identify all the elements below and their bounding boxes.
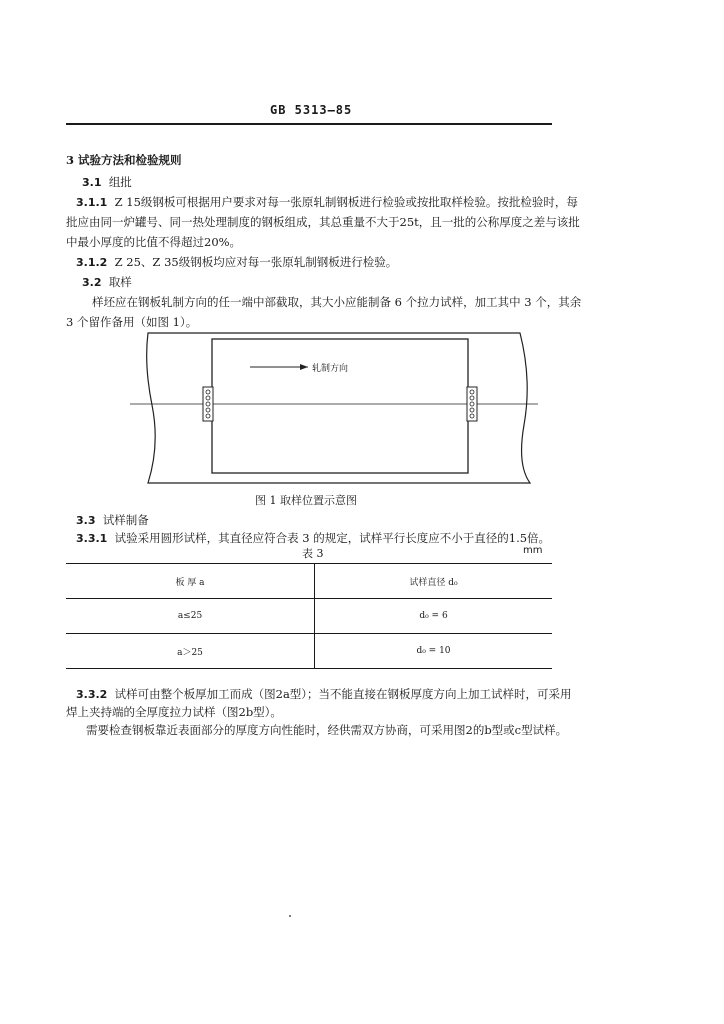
header-rule	[66, 123, 552, 125]
scan-speck	[289, 915, 291, 917]
left-specimen-group	[203, 387, 213, 421]
paragraph-text: 试样可由整个板厚加工而成（图2a型）；当不能直接在钢板厚度方向上加工试样时，可采用	[114, 687, 572, 701]
clause-number: 3.1.1	[76, 196, 108, 209]
subsection-number: 3.2	[82, 276, 102, 289]
subsection-title: 试样制备	[102, 513, 149, 527]
arrowhead	[300, 364, 308, 370]
subsection-number: 3.1	[82, 176, 102, 189]
paragraph-3-3-2-line3: 需要检查钢板靠近表面部分的厚度方向性能时，经供需双方协商，可采用图2的b型或c型试样。	[86, 723, 568, 737]
paragraph-text: 试验采用圆形试样，其直径应符合表 3 的规定，试样平行长度应不小于直径的1.5倍。	[114, 531, 551, 545]
table-cell-thickness: a＞25	[66, 634, 315, 669]
paragraph-text: Z 15级钢板可根据用户要求对每一张原轧制钢板进行检验或按批取样检验。按批检验时，每	[114, 195, 578, 209]
figure-sampling-position	[120, 325, 550, 490]
document-header-code: GB 5313—85	[270, 103, 353, 117]
clause-number: 3.3.1	[76, 532, 108, 545]
sample-blank-rectangle	[212, 339, 468, 473]
table-row	[66, 599, 552, 634]
rolling-direction-label: 轧制方向	[312, 364, 349, 374]
paragraph-text: Z 25、Z 35级钢板均应对每一张原轧制钢板进行检验。	[114, 255, 398, 269]
paragraph-3-1-1-line2: 批应由同一炉罐号、同一热处理制度的钢板组成，其总重量不大于25t，且一批的公称厚度之差与该批	[66, 215, 580, 229]
table-header-row	[66, 564, 552, 599]
table-cell-diameter: d₀ = 6	[419, 611, 448, 621]
table-cell-diameter: d₀ = 10	[416, 646, 451, 656]
column-header-diameter: 试样直径 d₀	[409, 577, 458, 588]
table-cell-thickness: a≤25	[66, 599, 315, 634]
clause-number: 3.3.2	[76, 688, 108, 701]
subsection-3-2-heading	[82, 272, 132, 293]
section-title: 3 试验方法和检验规则	[66, 153, 182, 167]
paragraph-3-1-1-line3: 中最小厚度的比值不得超过20%。	[66, 235, 242, 249]
clause-number: 3.1.2	[76, 256, 108, 269]
paragraph-3-3-2-line2: 焊上夹持端的全厚度拉力试样（图2b型）。	[66, 705, 282, 719]
paragraph-3-1-1-line1	[76, 192, 578, 213]
table-title: 表 3	[302, 547, 324, 560]
right-specimen-group	[467, 387, 477, 421]
subsection-title: 组批	[108, 175, 132, 189]
table-unit: mm	[523, 545, 543, 556]
paragraph-3-1-2	[76, 252, 397, 273]
column-header-thickness: 板 厚 a	[66, 564, 315, 599]
specimen-diameter-table	[66, 563, 552, 669]
paragraph-3-2-line2: 3 个留作备用（如图 1）。	[66, 315, 198, 329]
subsection-3-1-heading	[82, 172, 132, 193]
subsection-title: 取样	[108, 275, 132, 289]
subsection-number: 3.3	[76, 514, 96, 527]
figure-caption: 图 1 取样位置示意图	[255, 494, 357, 507]
paragraph-3-2-line1: 样坯应在钢板轧制方向的任一端中部截取，其大小应能制备 6 个拉力试样，加工其中 3 个，其余	[92, 295, 582, 309]
table-row	[66, 634, 552, 669]
